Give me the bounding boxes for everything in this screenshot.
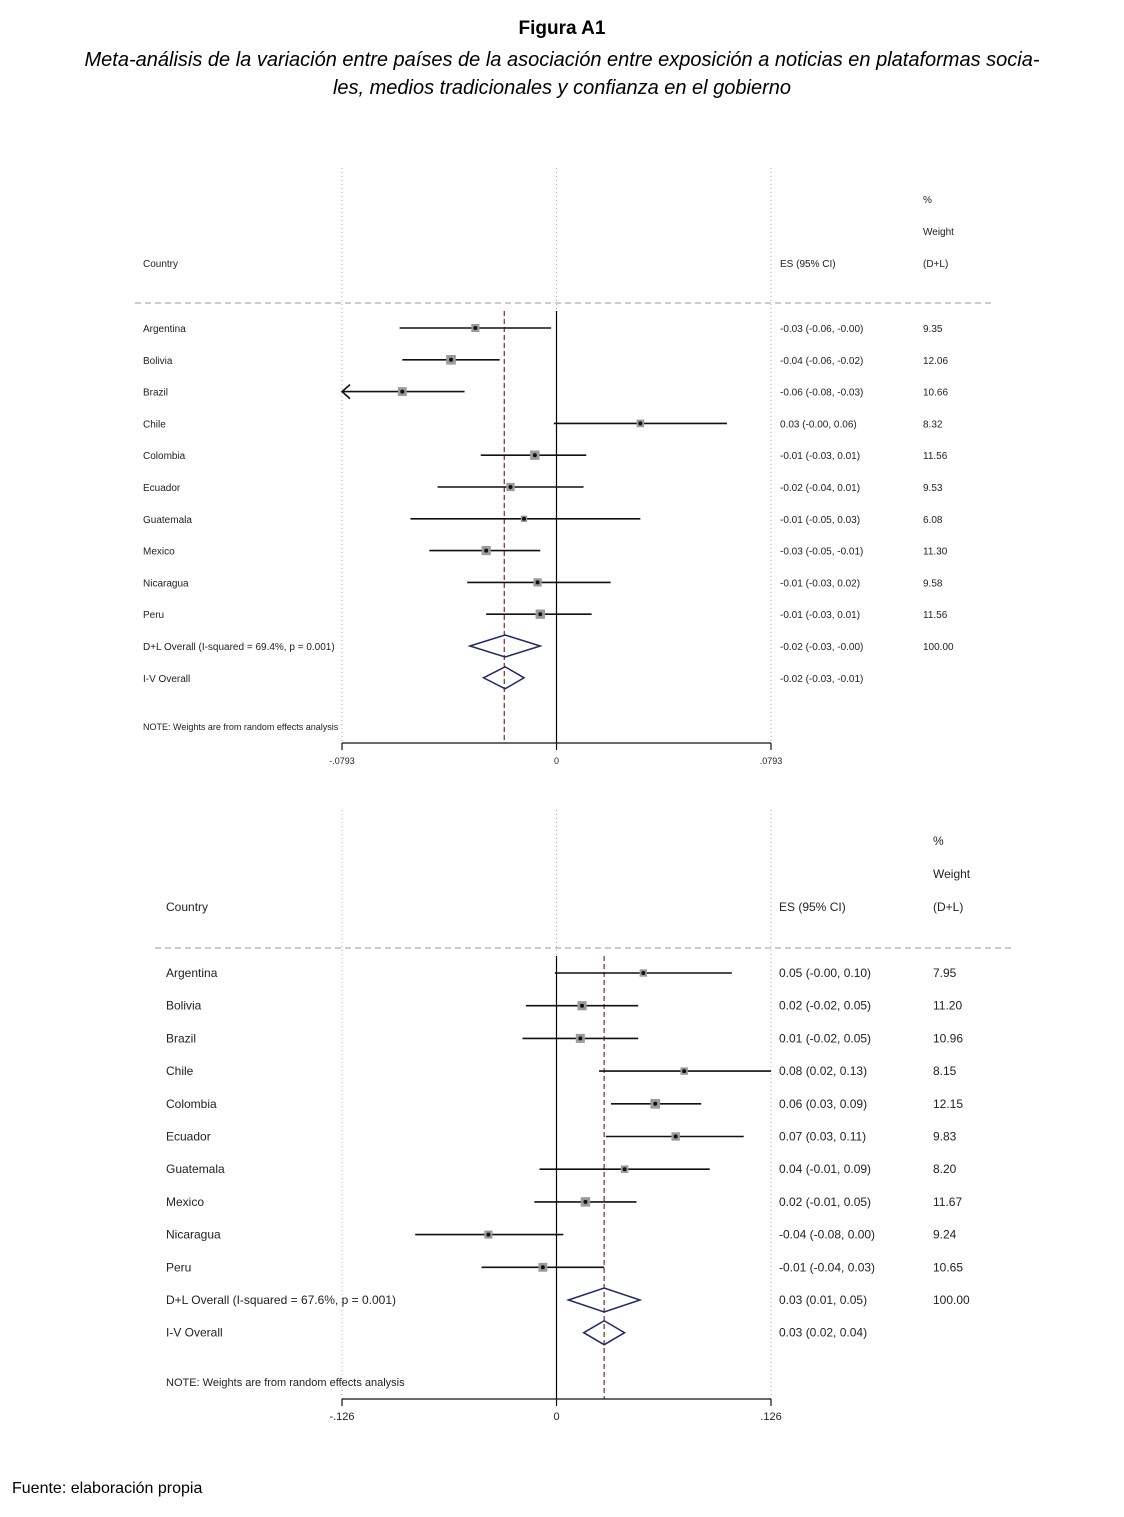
es-value: 0.02 (-0.02, 0.05) — [779, 998, 872, 1013]
study-label: Ecuador — [143, 483, 181, 494]
point-estimate — [682, 1069, 686, 1073]
weight-value: 9.24 — [933, 1227, 957, 1242]
weight-value: 11.56 — [923, 451, 948, 463]
weights-note: NOTE: Weights are from random effects analysis — [143, 722, 339, 732]
point-estimate — [638, 421, 642, 425]
study-label: Argentina — [143, 324, 186, 335]
es-value: 0.01 (-0.02, 0.05) — [779, 1031, 872, 1046]
weight-value: 8.15 — [933, 1064, 957, 1079]
weight-value: 10.96 — [933, 1031, 964, 1046]
point-estimate — [484, 549, 488, 553]
study-label: Nicaragua — [143, 578, 189, 590]
weight-value: 9.83 — [933, 1129, 957, 1144]
overall-label: D+L Overall (I-squared = 67.6%, p = 0.001) — [166, 1293, 397, 1307]
study-label: Bolivia — [143, 355, 173, 367]
point-estimate — [653, 1102, 657, 1106]
x-tick-label: 0 — [553, 756, 560, 766]
figure-source: Fuente: elaboración propia — [12, 1480, 203, 1497]
es-value: -0.01 (-0.03, 0.02) — [780, 578, 861, 590]
weight-value: 6.08 — [923, 514, 943, 526]
es-value: -0.02 (-0.04, 0.01) — [780, 483, 861, 494]
es-value: 0.03 (-0.00, 0.06) — [780, 419, 857, 431]
header-country: Country — [166, 900, 209, 914]
x-tick-label: 0 — [553, 1411, 560, 1423]
es-value: -0.01 (-0.04, 0.03) — [779, 1260, 876, 1275]
figure-subtitle — [10, 46, 1114, 102]
weight-value: 11.20 — [933, 998, 963, 1013]
es-value: -0.03 (-0.06, -0.00) — [780, 324, 864, 335]
es-value: 0.07 (0.03, 0.11) — [779, 1129, 867, 1144]
weight-value: 10.65 — [933, 1260, 964, 1275]
point-estimate — [449, 358, 453, 362]
overall-es-value: -0.02 (-0.03, -0.00) — [780, 642, 864, 653]
point-estimate — [509, 485, 513, 489]
study-label: Colombia — [166, 1096, 217, 1111]
overall-label: I-V Overall — [166, 1325, 223, 1340]
study-label: Chile — [143, 419, 166, 431]
weights-note: NOTE: Weights are from random effects analysis — [166, 1377, 405, 1389]
weight-value: 11.67 — [933, 1194, 963, 1209]
point-estimate — [538, 612, 542, 616]
point-estimate — [522, 517, 526, 521]
overall-es-value: -0.02 (-0.03, -0.01) — [780, 673, 864, 685]
point-estimate — [400, 390, 404, 394]
study-label: Argentina — [166, 966, 218, 980]
point-estimate — [486, 1233, 490, 1237]
header-weight-dl: (D+L) — [933, 900, 964, 914]
weight-value: 12.15 — [933, 1096, 964, 1111]
es-value: 0.05 (-0.00, 0.10) — [779, 966, 872, 980]
figure-subtitle-line1: Meta-análisis de la variación entre países de la asociación entre exposición a noticias en plataformas socia- — [84, 49, 1040, 71]
weight-value: 9.58 — [923, 578, 943, 590]
es-value: -0.01 (-0.03, 0.01) — [780, 610, 861, 622]
weight-value: 9.53 — [923, 483, 943, 494]
point-estimate — [533, 453, 537, 457]
study-label: Peru — [143, 610, 165, 622]
x-tick-label: .126 — [760, 1411, 782, 1423]
es-value: 0.08 (0.02, 0.13) — [779, 1064, 868, 1079]
es-value: -0.06 (-0.08, -0.03) — [780, 387, 864, 399]
figure-subtitle-line2: les, medios tradicionales y confianza en el gobierno — [332, 77, 792, 99]
overall-label: D+L Overall (I-squared = 69.4%, p = 0.001) — [143, 642, 335, 653]
point-estimate — [536, 580, 540, 584]
es-value: -0.03 (-0.05, -0.01) — [780, 546, 864, 558]
es-value: 0.06 (0.03, 0.09) — [779, 1096, 868, 1111]
study-label: Brazil — [143, 387, 169, 399]
study-label: Mexico — [143, 546, 175, 558]
weight-value: 12.06 — [923, 355, 949, 367]
study-label: Colombia — [143, 451, 186, 463]
forest-plot-social-media — [0, 150, 1124, 790]
weight-value: 8.20 — [933, 1162, 957, 1177]
es-value: -0.04 (-0.06, -0.02) — [780, 355, 864, 367]
study-label: Peru — [166, 1260, 192, 1275]
es-value: 0.02 (-0.01, 0.05) — [779, 1194, 872, 1209]
es-value: -0.01 (-0.05, 0.03) — [780, 514, 861, 526]
header-weight-dl: (D+L) — [923, 259, 949, 270]
weight-value: 11.56 — [923, 610, 948, 622]
x-tick-label: -.0793 — [329, 756, 355, 766]
point-estimate — [623, 1167, 627, 1171]
study-label: Nicaragua — [166, 1227, 221, 1242]
header-weight: Weight — [933, 867, 971, 881]
point-estimate — [541, 1265, 545, 1269]
point-estimate — [641, 971, 645, 975]
header-weight-pct: % — [933, 834, 944, 848]
weight-value: 8.32 — [923, 419, 943, 431]
study-label: Guatemala — [143, 514, 192, 526]
point-estimate — [674, 1135, 678, 1139]
x-tick-label: -.126 — [329, 1411, 355, 1423]
x-tick-label: .0793 — [759, 756, 783, 766]
point-estimate — [580, 1004, 584, 1008]
point-estimate — [473, 326, 477, 330]
overall-es-value: 0.03 (0.02, 0.04) — [779, 1325, 868, 1340]
overall-weight-value: 100.00 — [933, 1293, 970, 1307]
overall-es-value: 0.03 (0.01, 0.05) — [779, 1293, 868, 1307]
study-label: Ecuador — [166, 1129, 211, 1144]
weight-value: 9.35 — [923, 324, 943, 335]
weight-value: 10.66 — [923, 387, 949, 399]
overall-label: I-V Overall — [143, 673, 191, 685]
header-es: ES (95% CI) — [779, 900, 846, 914]
header-weight: Weight — [923, 227, 954, 238]
es-value: -0.04 (-0.08, 0.00) — [779, 1227, 876, 1242]
study-label: Brazil — [166, 1031, 197, 1046]
overall-weight-value: 100.00 — [923, 642, 954, 653]
overall-diamond — [470, 635, 540, 657]
overall-diamond — [483, 667, 524, 689]
forest-plot-traditional-media — [0, 800, 1124, 1440]
header-country: Country — [143, 259, 179, 270]
header-es: ES (95% CI) — [780, 259, 836, 270]
weight-value: 11.30 — [923, 546, 948, 558]
study-label: Bolivia — [166, 998, 202, 1013]
point-estimate — [583, 1200, 587, 1204]
header-weight-pct: % — [923, 195, 932, 206]
point-estimate — [578, 1036, 582, 1040]
figure-title: Figura A1 — [518, 18, 606, 39]
es-value: -0.01 (-0.03, 0.01) — [780, 451, 861, 463]
study-label: Guatemala — [166, 1162, 225, 1177]
es-value: 0.04 (-0.01, 0.09) — [779, 1162, 872, 1177]
study-label: Chile — [166, 1064, 194, 1079]
study-label: Mexico — [166, 1194, 205, 1209]
weight-value: 7.95 — [933, 966, 957, 980]
